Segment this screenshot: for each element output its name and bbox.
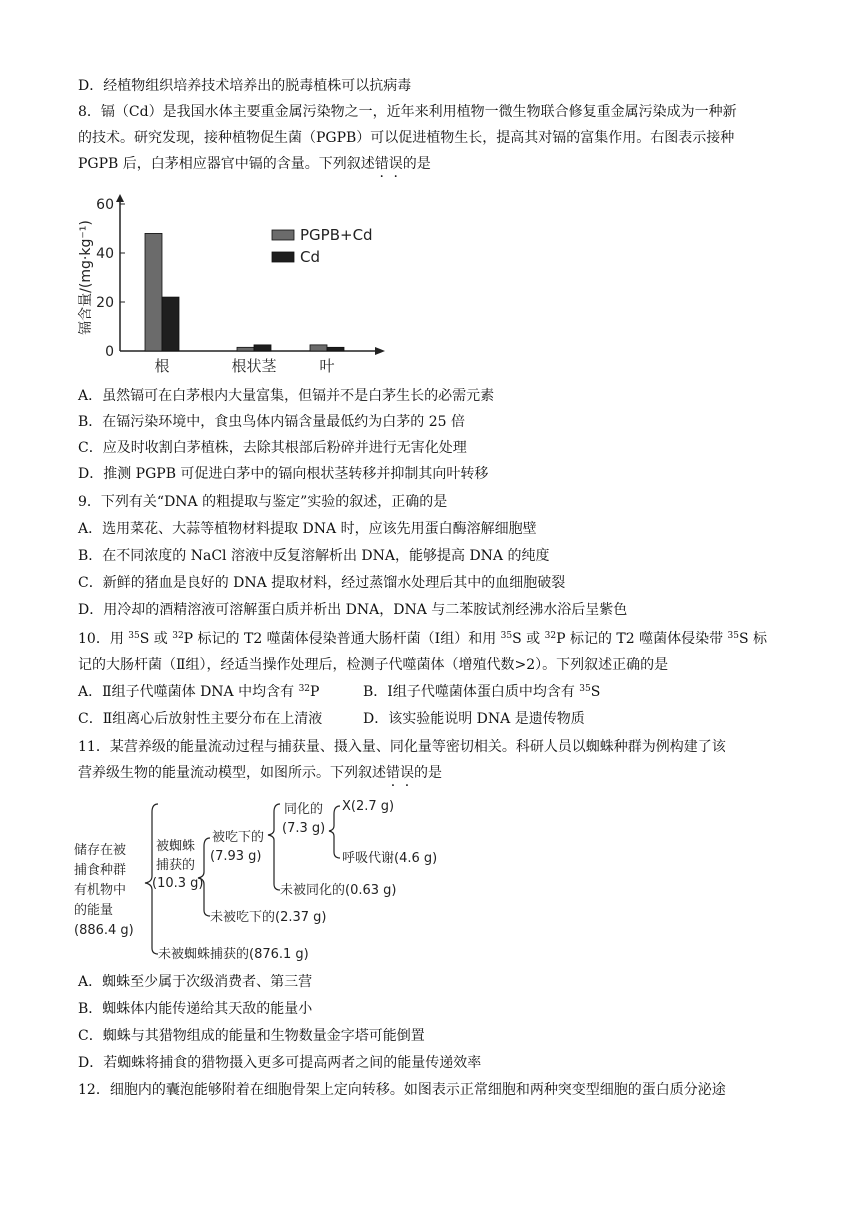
category-label: 根 [154,357,170,375]
q10-text: S 标 [739,631,768,647]
legend-swatch [272,230,294,240]
q8-stem-line2: 的技术。研究发现，接种植物促生菌（PGPB）可以促进植物生长，提高其对镉的富集作用。右图表示接种 [78,130,735,146]
q11-option-a: A．蜘蛛至少属于次级消费者、第三营 [78,974,313,990]
y-axis-arrow [116,194,124,202]
y-tick-label: 0 [105,344,114,360]
q8-stem-text: 的是 [402,156,431,172]
isotope-sup: 35 [128,631,140,641]
q10-option-b [363,684,600,700]
q8-option-b: B．在镉污染环境中，食虫鸟体内镉含量最低约为白茅的 25 倍 [78,414,466,430]
respiration-label: 呼吸代谢(4.6 g) [342,851,438,866]
q11-stem-line1: 11．某营养级的能量流动过程与捕获量、摄入量、同化量等密切相关。科研人员以蜘蛛种群为例构建了该 [78,739,726,755]
category-label: 叶 [319,357,335,375]
y-tick-label: 20 [96,295,114,311]
bar [145,233,162,351]
bar [327,347,344,351]
q10-option-b-text: B．Ⅰ组子代噬菌体蛋白质中均含有 [363,684,580,700]
not-eaten-label: 未被吃下的(2.37 g) [210,910,327,925]
q10-text: S 或 [139,631,173,647]
legend-label: PGPB+Cd [300,226,373,244]
captured-label: 被蜘蛛 [156,839,196,854]
bar [237,347,254,351]
category-label: 根状茎 [231,357,277,375]
q11-text: 营养级生物的能量流动模型，如图所示。下列叙述 [78,765,386,781]
q8-option-c: C．应及时收割白茅植株，去除其根部后粉碎并进行无害化处理 [78,440,467,456]
brace-eaten [268,804,280,890]
q11-option-d: D．若蜘蛛将捕食的猎物摄入更多可提高两者之间的能量传递效率 [78,1055,482,1071]
isotope-sup: 35 [500,631,513,641]
q9-stem: 9．下列有关“DNA 的粗提取与鉴定”实验的叙述，正确的是 [78,494,448,510]
q9-option-d: D．用冷却的酒精溶液可溶解蛋白质并析出 DNA，DNA 与二苯胺试剂经沸水浴后呈紫色 [78,602,628,618]
q9-option-b: B．在不同浓度的 NaCl 溶液中反复溶解析出 DNA，能够提高 DNA 的纯度 [78,548,550,564]
not-assimilated-label: 未被同化的(0.63 g) [280,883,397,898]
q10-option-b-text: S [590,684,601,700]
isotope-sup: 35 [579,684,591,694]
q8-option-d: D．推测 PGPB 可促进白茅中的镉向根状茎转移并抑制其向叶转移 [78,466,489,482]
root-value: (886.4 g) [74,923,134,938]
q10-option-a-text: P [310,684,320,700]
q10-stem-line2: 记的大肠杆菌（Ⅱ组），经适当操作处理后，检测子代噬菌体（增殖代数>2）。下列叙述正确的是 [78,657,669,673]
q8-stem-line3 [78,154,431,174]
y-tick-label: 60 [96,197,114,213]
q11-text: 的是 [414,765,442,781]
captured-value: (10.3 g) [152,876,204,891]
q11-option-c: C．蜘蛛与其猎物组成的能量和生物数量金字塔可能倒置 [78,1028,425,1044]
q8-stem-line1: 8．镉（Cd）是我国水体主要重金属污染物之一，近年来利用植物一微生物联合修复重金属污染成为一种新 [78,104,737,120]
legend-label: Cd [300,248,320,266]
eaten-label: 被吃下的 [212,830,265,845]
q9-option-c: C．新鲜的猪血是良好的 DNA 提取材料，经过蒸馏水处理后其中的血细胞破裂 [78,575,566,591]
q7-option-d: D．经植物组织培养技术培养出的脱毒植株可以抗病毒 [78,78,412,94]
captured-label: 捕获的 [156,858,196,873]
isotope-sup: 35 [727,631,739,641]
q10-options-ab [78,682,600,702]
not-captured-label: 未被蜘蛛捕获的(876.1 g) [158,947,309,962]
q11-stem-line2 [78,763,442,783]
bar [310,345,327,351]
brace-assimilated [329,806,340,858]
isotope-sup: 32 [544,631,557,641]
emphasis-char: 错 [374,156,389,172]
isotope-sup: 32 [172,631,184,641]
q10-option-c: C．Ⅱ组离心后放射性主要分布在上清液 [78,711,323,727]
q10-option-a [78,682,363,702]
y-axis-label: 镉含量/(mg·kg⁻¹) [78,220,94,335]
q10-text: 10．用 [78,631,129,647]
bar [162,297,179,351]
root-label: 的能量 [74,903,114,918]
cadmium-bar-chart [72,186,392,382]
bar [254,345,271,351]
isotope-sup: 32 [298,684,311,694]
x-axis-arrow [375,347,385,355]
x-label: X(2.7 g) [342,799,395,814]
q10-option-a-text: A．Ⅱ组子代噬菌体 DNA 中均含有 [78,684,299,700]
emphasis-char: 误 [388,156,403,172]
q11-option-b: B．蜘蛛体内能传递给其天敌的能量小 [78,1001,313,1017]
legend-swatch [272,252,294,262]
y-tick-label: 40 [96,246,114,262]
q8-stem-text: PGPB 后，白茅相应器官中镉的含量。下列叙述 [78,156,375,172]
assimilated-value: (7.3 g) [282,821,326,836]
emphasis-char: 错 [386,765,400,781]
q12-stem: 12．细胞内的囊泡能够附着在细胞骨架上定向转移。如图表示正常细胞和两种突变型细胞的蛋白质分泌途 [78,1082,726,1098]
root-label: 储存在被 [74,843,127,858]
q10-stem-line1 [78,629,767,649]
q10-text: P 标记的 T2 噬菌体侵染普通大肠杆菌（Ⅰ组）和用 [183,631,501,647]
q10-option-d: D．该实验能说明 DNA 是遗传物质 [363,711,585,727]
q10-text: S 或 [512,631,545,647]
eaten-value: (7.93 g) [210,849,262,864]
root-label: 捕食种群 [74,863,127,878]
q8-option-a: A．虽然镉可在白茅根内大量富集，但镉并不是白茅生长的必需元素 [78,388,495,404]
emphasis-char: 误 [400,765,414,781]
q10-options-cd [78,709,585,729]
q10-text: P 标记的 T2 噬菌体侵染带 [556,631,728,647]
assimilated-label: 同化的 [284,802,324,817]
q9-option-a: A．选用菜花、大蒜等植物材料提取 DNA 时，应该先用蛋白酶溶解细胞壁 [78,521,537,537]
energy-flow-diagram [74,790,454,966]
root-label: 有机物中 [74,883,127,898]
